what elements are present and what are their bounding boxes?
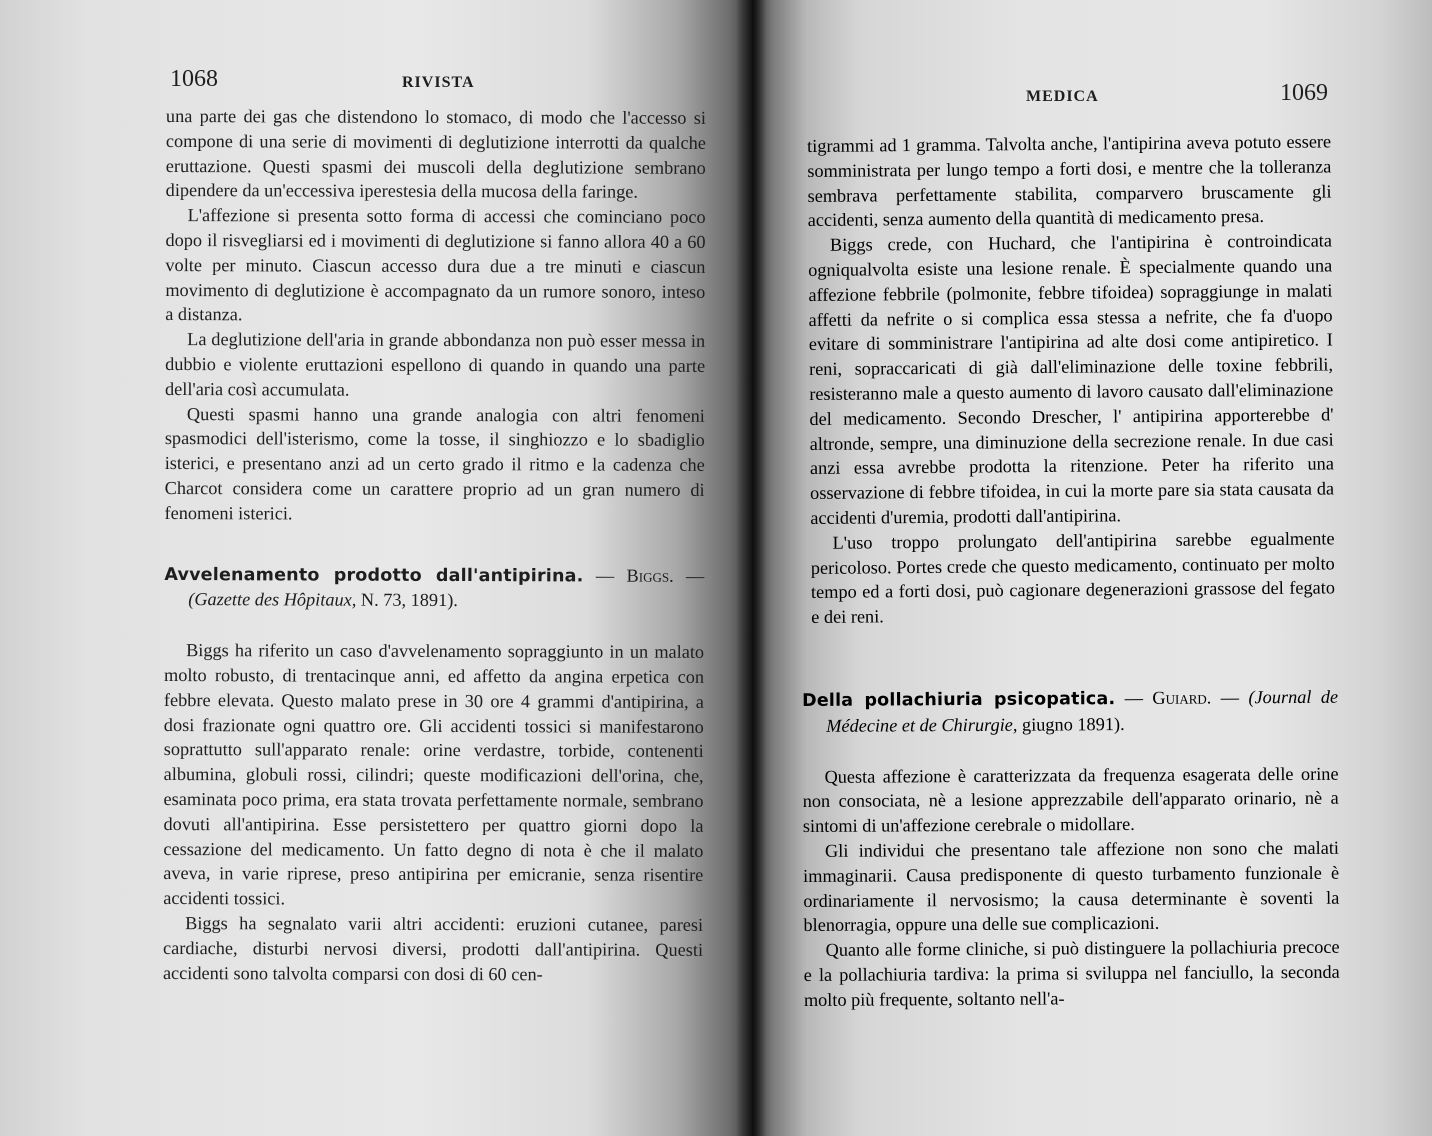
left-section-title: Avvelenamento prodotto dall'antipirina.	[164, 564, 584, 587]
left-page-number: 1068	[170, 66, 218, 92]
right-text-column	[807, 129, 1335, 629]
left-paragraph-6: Biggs ha segnalato varii altri accidenti: eruzioni cutanee, paresi cardiache, disturbi nervosi diversi, prodotti dall'antipirina. Questi accidenti sono talvolta comparsi con dosi di 60 cen-	[162, 912, 704, 984]
left-paragraph-4: Questi spasmi hanno una grande analogia con altri fenomeni spasmodici dell'isterismo, come la tosse, il singhiozzo e lo sbadiglio isterici, e presentano anzi ad un certo grado il ritmo e la cadenza che Charcot considera come un carattere proprio ad un gran numero di fenomeni isterici.	[164, 403, 705, 524]
right-section-heading: Della pollachiuria psicopatica. — Guiard. — (Journal de Médecine et de Chirurgie, giugno 1891).	[802, 686, 1339, 736]
left-section-journal: (Gazette des Hôpitaux,	[188, 589, 357, 611]
right-paragraph-4: Questa affezione è caratterizzata da frequenza esagerata delle orine non consociata, nè a lesione apprezzabile dell'apparato orinario, nè a sintomi di un'affezione cerebrale o midollare.	[802, 763, 1339, 837]
right-section-author: Guiard.	[1152, 687, 1212, 708]
right-text-column-lower	[802, 685, 1340, 1013]
right-section-title: Della pollachiuria psicopatica.	[802, 689, 1116, 711]
right-paragraph-1: tigrammi ad 1 gramma. Talvolta anche, l'antipirina aveva potuto essere somministrata per lungo tempo a forti dosi, e mentre che la tolleranza sembrava perfettamente stabilita, comparvero bruscamente gli accidenti, senza aumento della quantità di medicamento presa.	[807, 131, 1332, 231]
left-section-author: Biggs.	[626, 565, 674, 586]
left-paragraph-5: Biggs ha riferito un caso d'avvelenamento sopraggiunto in un malato molto robusto, di trentacinque anni, ed affetto da angina erpetica con febbre elevata. Questo malato prese in 30 ore 4 grammi d'antipirina, a dosi frazionate ogni quattro ore. Gli accidenti tossici si manifestarono soprattutto sull'apparato renale: orine verdastre, torbide, contenenti albumina, globuli rossi, cilindri; queste modificazioni dell'orina, che, esaminata poco prima, era stata trovata perfettamente normale, sembrano dovuti all'antipirina. Esse persistettero per quattro giorni dopo la cessazione del medicamento. Un fatto degno di nota è che il malato aveva, in varie riprese, preso antipirina per emicranie, senza risentire accidenti tossici.	[163, 640, 705, 909]
left-running-head: RIVISTA	[402, 74, 475, 91]
right-paragraph-5: Gli individui che presentano tale affezione non sono che malati immaginarii. Causa predisponente di questo turbamento funzionale è ordinariamente il nervosismo; la causa determinante è soventi la blenorragia, oppure una delle sue complicazioni.	[803, 837, 1340, 936]
left-section-citation: N. 73, 1891).	[360, 590, 458, 611]
left-paragraph-2: L'affezione si presenta sotto forma di accessi che cominciano poco dopo il risvegliarsi ed i movimenti di deglutizione si fanno allora 40 a 60 volte per minuto. Ciascun accesso dura due a tre minuti e ciascun movimento di deglutizione è accompagnato da un rumore sonoro, inteso a distanza.	[165, 205, 706, 325]
right-paragraph-3: L'uso troppo prolungato dell'antipirina sarebbe egualmente pericoloso. Portes crede che questo medicamento, continuato per molto tempo ed a forti dosi, può cagionare degenerazioni grassose del fegato e dei reni.	[810, 528, 1336, 628]
right-section-journal: (Journal de Médecine et de Chirurgie,	[826, 686, 1339, 736]
left-section-heading: Avvelenamento prodotto dall'antipirina. — Biggs. — (Gazette des Hôpitaux, N. 73, 1891).	[164, 564, 705, 611]
right-running-head: MEDICA	[1026, 88, 1099, 105]
right-paragraph-6: Quanto alle forme cliniche, si può distinguere la pollachiuria precoce e la pollachiuria tardiva: la prima si sviluppa nel fanciullo, la seconda molto più frequente, soltanto nell'a-	[803, 936, 1340, 1010]
left-paragraph-3: La deglutizione dell'aria in grande abbondanza non può esser messa in dubbio e violente eruttazioni espellono di quando in quando una parte dell'aria così accumulata.	[164, 329, 706, 400]
left-paragraph-1: una parte dei gas che distendono lo stomaco, di modo che l'accesso si compone di una serie di movimenti di deglutizione interrotti da qualche eruttazione. Questi spasmi dei muscoli della deglutizione sembrano dipendere da un'eccessiva iperestesia della mucosa della faringe.	[165, 105, 706, 203]
right-paragraph-2: Biggs crede, con Huchard, che l'antipirina è controindicata ogniqualvolta esiste una lesione renale. È specialmente quando una affezione febbrile (polmonite, febbre tifoidea) sopraggiunge in malati affetti da nefrite o si complica essa stessa a nefrite, che fa d'uopo evitare di somministrare l'antipirina ad alte dosi come antipiretico. I reni, sopraccaricati di già dall'eliminazione delle toxine febbrili, resisteranno male a questo aumento di lavoro causato dall'eliminazione del medicamento. Secondo Drescher, l' antipirina apporterebbe d' altronde, sempre, una diminuzione della secrezione renale. In due casi anzi essa avrebbe prodotta la ritenzione. Peter ha riferito una osservazione di febbre tifoidea, in cui la morte pare sia stata causata da accidenti d'uremia, prodotti dall'antipirina.	[808, 230, 1335, 528]
left-text-column	[163, 104, 706, 987]
right-section-citation: giugno 1891).	[1021, 713, 1125, 735]
right-page-number: 1069	[1280, 80, 1328, 106]
